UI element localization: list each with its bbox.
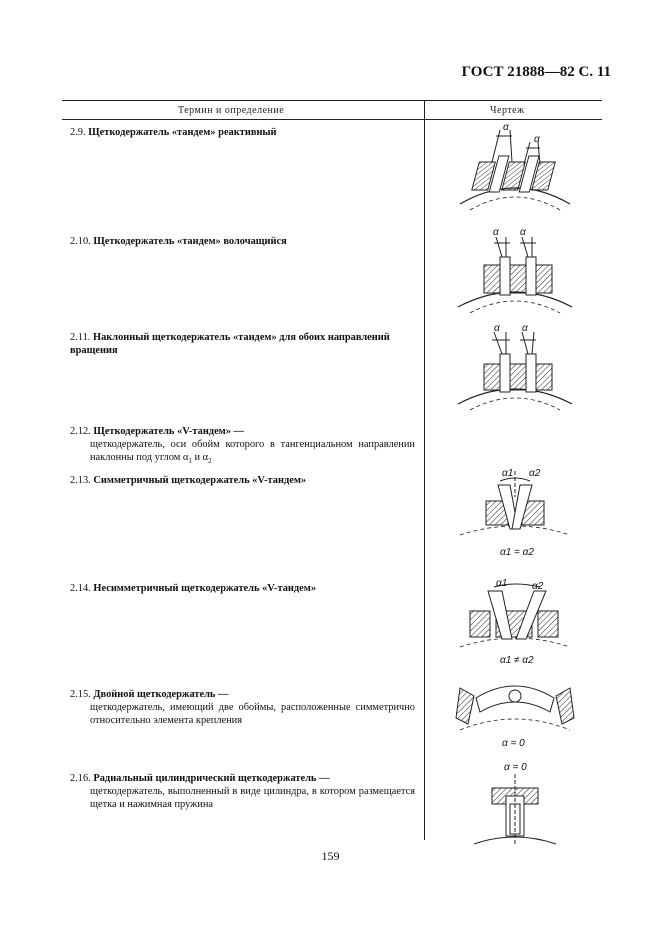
entry-term: Наклонный щеткодержатель «тандем» для обоих направлений вращения	[70, 332, 390, 356]
alpha-subscript: 1	[188, 457, 192, 466]
entry-term: Несимметричный щеткодержатель «V-тандем»	[93, 583, 317, 594]
entry-2-12	[70, 425, 415, 468]
definition-text: щеткодержатель, оси обойм которого в тангенциальном направлении наклонны под углом α	[90, 439, 415, 463]
table-top-rule	[62, 100, 602, 101]
column-header-drawing: Чертеж	[490, 105, 525, 116]
column-header-terms: Термин и определение	[178, 105, 285, 116]
alpha-label: α	[494, 323, 500, 334]
figure-2-13-drawing	[430, 465, 600, 558]
table-header-rule	[62, 119, 602, 120]
figure-2-9-drawing	[430, 122, 600, 212]
entry-term: Щеткодержатель «тандем» реактивный	[88, 127, 277, 138]
alpha-label: α	[520, 227, 526, 238]
table-column-divider	[424, 100, 425, 840]
entry-2-10	[70, 235, 415, 248]
alpha1-label: α1	[502, 468, 514, 479]
alpha-label: α	[522, 323, 528, 334]
entry-definition: щеткодержатель, выполненный в виде цилиндра, в котором размещается щетка и нажимная пружина	[90, 786, 415, 810]
page-header-title: ГОСТ 21888—82 С. 11	[461, 64, 611, 80]
entry-number: 2.14.	[70, 583, 91, 594]
definition-text: и α	[191, 452, 209, 463]
entry-2-13	[70, 474, 415, 487]
figure-2-10-drawing	[430, 225, 600, 315]
entry-number: 2.15.	[70, 689, 91, 700]
entry-number: 2.9.	[70, 127, 86, 138]
figure-2-15-drawing	[430, 678, 600, 749]
entry-2-15	[70, 688, 415, 727]
alpha2-label: α2	[529, 468, 541, 479]
page-number: 159	[321, 849, 340, 863]
alpha2-label: α2	[532, 581, 544, 592]
entry-term: Щеткодержатель «V-тандем» —	[93, 426, 244, 437]
figure-caption: α1 = α2	[500, 547, 534, 558]
figure-caption: α1 ≠ α2	[500, 655, 534, 666]
entry-2-16	[70, 772, 415, 811]
figure-caption: α = 0	[502, 738, 525, 749]
entry-number: 2.13.	[70, 475, 91, 486]
figure-2-11-drawing	[430, 320, 600, 412]
entry-term: Симметричный щеткодержатель «V-тандем»	[93, 475, 307, 486]
entry-2-14	[70, 582, 415, 595]
entry-term: Двойной щеткодержатель —	[93, 689, 229, 700]
alpha-label: α	[503, 122, 509, 133]
entry-term: Щеткодержатель «тандем» волочащийся	[93, 236, 287, 247]
entry-2-11	[70, 331, 415, 357]
entry-2-9	[70, 126, 415, 139]
alpha-label: α	[534, 134, 540, 145]
entry-term: Радиальный цилиндрический щеткодержатель —	[93, 773, 330, 784]
figure-2-16-drawing	[430, 762, 600, 854]
entry-definition	[70, 438, 415, 468]
entry-number: 2.11.	[70, 332, 91, 343]
alpha-label: α	[493, 227, 499, 238]
entry-number: 2.16.	[70, 773, 91, 784]
figure-2-14-drawing	[430, 575, 600, 666]
alpha1-label: α1	[496, 578, 508, 589]
entry-definition: щеткодержатель, имеющий две обоймы, расположенные симметрично относительно элемента крепления	[90, 702, 415, 726]
alpha-subscript: 2	[208, 457, 212, 466]
entry-number: 2.10.	[70, 236, 91, 247]
entry-number: 2.12.	[70, 426, 91, 437]
figure-caption: α = 0	[504, 762, 527, 773]
